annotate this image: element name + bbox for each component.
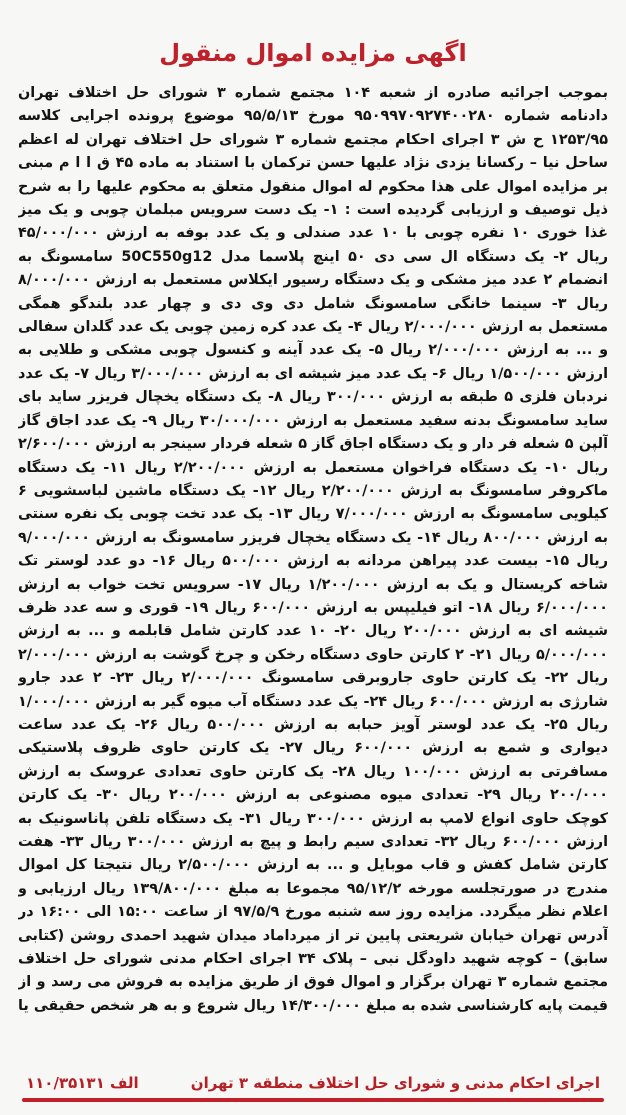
ad-issuer-signature: اجرای احکام مدنی و شورای حل اختلاف منطقه ۳ تهران: [190, 1074, 600, 1092]
ad-title: اگهی مزایده اموال منقول: [159, 39, 467, 67]
ad-body-text: بموجب اجرائیه صادره از شعبه ۱۰۴ مجتمع شماره ۳ شورای حل اختلاف تهران دادنامه شماره ۹۵۰۹۹۷۰۹۲۷۴۰۰۲۸۰ مورخ ۹۵/۵/۱۳ موضوع پرونده اجرایی کلاسه ۱۲۵۳/۹۵ ح ش ۳ اجرای احکام مجتمع شماره ۳ شورای حل اختلاف تهران له اعظم ساحل نیا – رکسانا یزدی نژاد علیها حسن ترکمان با استناد به ماده ۴۵ ق ا ا م مبنی بر مزایده اموال علی هذا محکوم له اموال منقول متعلق به محکوم علیها را به شرح ذیل توصیف و ارزیابی گردیده است : ۱- یک دست سرویس مبلمان چوبی و یک میز غذا خوری ۱۰ نفره چوبی با ۱۰ عدد صندلی و یک عدد بوفه به ارزش ۴۵/۰۰۰/۰۰۰ ریال ۲- یک دستگاه ال سی دی ۵۰ اینچ پلاسما مدل 50C550g12 سامسونگ به انضمام ۲ عدد میز مشکی و یک دستگاه رسیور ایکلاس مستعمل به ارزش ۸/۰۰۰/۰۰۰ ریال ۳- سینما خانگی سامسونگ شامل دی وی دی و چهار عدد بلندگو همگی مستعمل به ارزش ۲/۰۰۰/۰۰۰ ریال ۴- یک عدد کره زمین چوبی یک عدد گلدان سفالی و ... به ارزش ۲/۰۰۰/۰۰۰ ریال ۵- یک عدد آینه و کنسول چوبی مشکی و طلایی به ارزش ۱/۵۰۰/۰۰۰ ریال ۶- یک عدد میز شیشه ای به ارزش ۳/۰۰۰/۰۰۰ ریال ۷- یک عدد نردبان فلزی ۵ طبقه به ارزش ۳۰۰/۰۰۰ ریال ۸- یک دستگاه یخچال فریزر ساید بای ساید سامسونگ بدنه سفید مستعمل به ارزش ۳۰/۰۰۰/۰۰۰ ریال ۹- یک عدد اجاق گاز آلپن ۵ شعله فر دار و یک دستگاه اجاق گاز ۵ شعله فردار سینجر به ارزش ۲/۶۰۰/۰۰۰ ریال ۱۰- یک دستگاه فراخوان مستعمل به ارزش ۲/۲۰۰/۰۰۰ ریال ۱۱- یک دستگاه ماکروفر سامسونگ به ارزش ۲/۲۰۰/۰۰۰ ریال ۱۲- یک دستگاه ماشین لباسشویی ۶ کیلویی سامسونگ به ارزش ۷/۰۰۰/۰۰۰ ریال ۱۳- یک عدد تخت چوبی یک نفره سنتی به ارزش ۸۰۰/۰۰۰ ریال ۱۴- یک دستگاه یخچال فریزر سامسونگ به ارزش ۹/۰۰۰/۰۰۰ ریال ۱۵- بیست عدد پیراهن مردانه به ارزش ۵۰۰/۰۰۰ ریال ۱۶- دو عدد لوستر تک شاخه کریستال و یک به ارزش ۱/۲۰۰/۰۰۰ ریال ۱۷- سرویس تخت خواب به ارزش ۶/۰۰۰/۰۰۰ ریال ۱۸- اتو فیلیپس به ارزش ۶۰۰/۰۰۰ ریال ۱۹- قوری و سه عدد ظرف شیشه ای به ارزش ۲۰۰/۰۰۰ ریال ۲۰- ۱۰ عدد کارتن شامل قابلمه و ... به ارزش ۵/۰۰۰/۰۰۰ ریال ۲۱- ۲ کارتن حاوی دستگاه رخکن و چرخ گوشت به ارزش ۲/۰۰۰/۰۰۰ ریال ۲۲- یک کارتن حاوی جاروبرقی سامسونگ ۲/۰۰۰/۰۰۰ ریال ۲۳- ۲ عدد جارو شارژی به ارزش ۶۰۰/۰۰۰ ریال ۲۴- یک عدد دستگاه آب میوه گیر به ارزش ۱/۰۰۰/۰۰۰ ریال ۲۵- یک عدد لوستر آویز حبابه به ارزش ۵۰۰/۰۰۰ ریال ۲۶- یک عدد ساعت دیواری و شمع به ارزش ۶۰۰/۰۰۰ ریال ۲۷- یک کارتن حاوی ظروف پلاستیکی مسافرتی به ارزش ۱۰۰/۰۰۰ ریال ۲۸- یک کارتن حاوی تعدادی عروسک به ارزش ۲۰۰/۰۰۰ ریال ۲۹- تعدادی میوه مصنوعی به ارزش ۲۰۰/۰۰۰ ریال ۳۰- یک کارتن کوچک حاوی انواع لامپ به ارزش ۳۰۰/۰۰۰ ریال ۳۱- یک دستگاه تلفن پاناسونیک به ارزش ۶۰۰/۰۰۰ ریال ۳۲- تعدادی سیم رابط و پیچ به ارزش ۳۰۰/۰۰۰ ریال ۳۳- هفت کارتن شامل کفش و قاب موبایل و ... به ارزش ۲/۵۰۰/۰۰۰ ریال نتیجتا کل اموال مندرج در صورتجلسه مورخه ۹۵/۱۲/۲ مجموعا به مبلغ ۱۳۹/۸۰۰/۰۰۰ ریال ارزیابی و اعلام نظر میگردد. مزایده روز سه شنبه مورخ ۹۷/۵/۹ از ساعت ۱۵:۰۰ الی ۱۶:۰۰ در آدرس تهران خیابان شریعتی پایین تر از میرداماد میدان شهید احمدی روشن (کتابی سابق) – کوچه شهید داودگل نبی – پلاک ۳۴ اجرای احکام مدنی شورای حل اختلاف مجتمع شماره ۳ تهران برگزار و اموال فوق از طریق مزایده به فروش می رسد و از قیمت پایه کارشناسی شده به مبلغ ۱۴/۳۰۰/۰۰۰ ریال شروع و به هر شخص حقیقی یا: [18, 85, 608, 1014]
bottom-divider: [22, 1098, 604, 1102]
ad-reference-number: ۱۱۰/۳۵۱۳۱ الف: [26, 1074, 139, 1092]
